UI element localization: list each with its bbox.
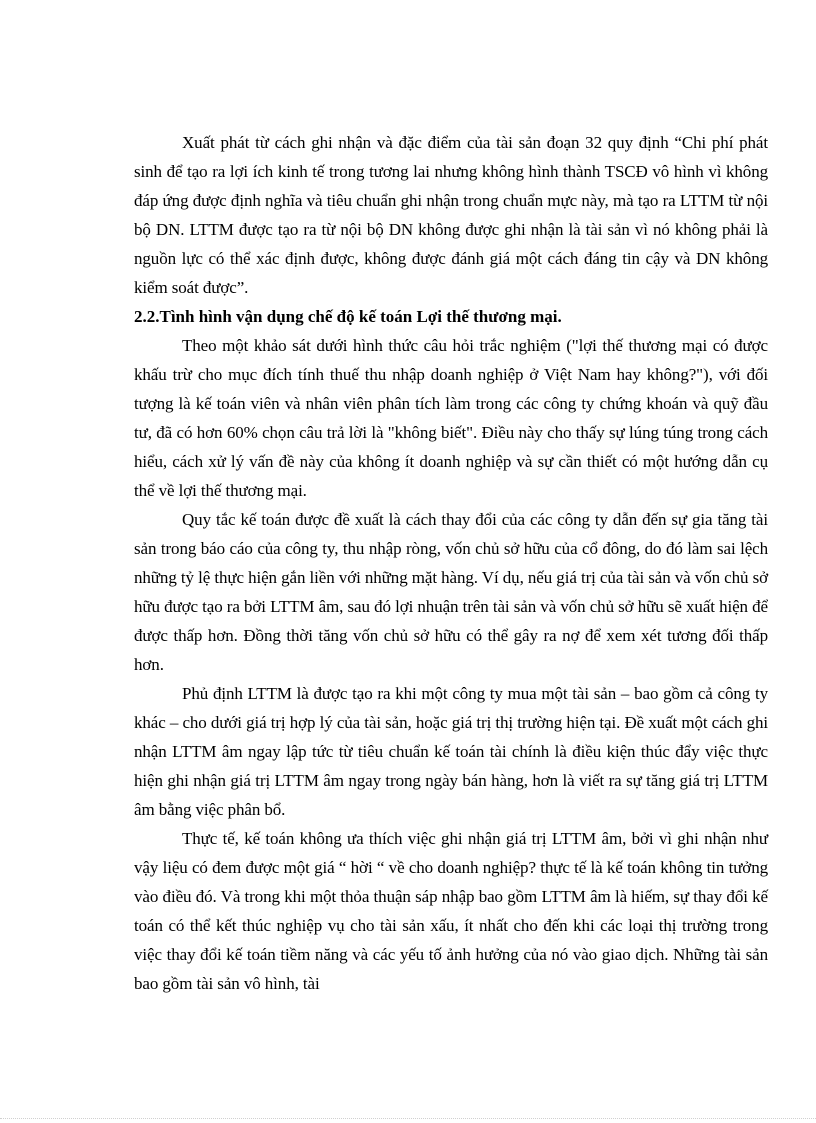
paragraph-practice: Thực tế, kế toán không ưa thích việc ghi nhận giá trị LTTM âm, bởi vì ghi nhận như vậy liệu có đem được một giá “ hời “ về cho doanh nghiệp? thực tế là kế toán không tin tưởng vào điều đó. Và trong khi một thỏa thuận sáp nhập bao gồm LTTM âm là hiếm, sự thay đổi kế toán có thể kết thúc nghiệp vụ cho tài sản xấu, ít nhất cho đến khi các loại thị trường trong việc thay đổi kế toán tiềm năng và các yếu tố ảnh hưởng của nó vào giao dịch. Những tài sản bao gồm tài sản vô hình, tài: [134, 829, 768, 993]
page-bottom-divider: [0, 1118, 816, 1119]
document-body: [134, 128, 768, 998]
paragraph-survey: Theo một khảo sát dưới hình thức câu hỏi trắc nghiệm ("lợi thế thương mại có được khấu trừ cho mục đích tính thuế thu nhập doanh nghiệp ở Việt Nam hay không?"), với đối tượng là kế toán viên và nhân viên phân tích làm trong các công ty chứng khoán và quỹ đầu tư, đã có hơn 60% chọn câu trả lời là "không biết". Điều này cho thấy sự lúng túng trong cách hiểu, cách xử lý vấn đề này của không ít doanh nghiệp và sự cần thiết có một hướng dẫn cụ thể về lợi thế thương mại.: [134, 336, 768, 500]
paragraph-negative-goodwill: Phủ định LTTM là được tạo ra khi một công ty mua một tài sản – bao gồm cả công ty khác – cho dưới giá trị hợp lý của tài sản, hoặc giá trị thị trường hiện tại. Đề xuất một cách ghi nhận LTTM âm ngay lập tức từ tiêu chuẩn kế toán tài chính là điều kiện thúc đẩy việc thực hiện ghi nhận giá trị LTTM âm ngay trong ngày bán hàng, hơn là viết ra sự tăng giá trị LTTM âm bằng việc phân bổ.: [134, 684, 768, 819]
section-heading: 2.2.Tình hình vận dụng chế độ kế toán Lợi thế thương mại.: [134, 307, 562, 326]
paragraph-accounting-rule: Quy tắc kế toán được đề xuất là cách thay đổi của các công ty dẫn đến sự gia tăng tài sản trong báo cáo của công ty, thu nhập ròng, vốn chủ sở hữu của cổ đông, do đó làm sai lệch những tỷ lệ thực hiện gắn liền với những mặt hàng. Ví dụ, nếu giá trị của tài sản và vốn chủ sở hữu được tạo ra bởi LTTM âm, sau đó lợi nhuận trên tài sản và vốn chủ sở hữu sẽ xuất hiện để được thấp hơn. Đồng thời tăng vốn chủ sở hữu có thể gây ra nợ để xem xét tương đối thấp hơn.: [134, 510, 768, 674]
paragraph-intro: Xuất phát từ cách ghi nhận và đặc điểm của tài sản đoạn 32 quy định “Chi phí phát sinh để tạo ra lợi ích kinh tế trong tương lai nhưng không hình thành TSCĐ vô hình vì không đáp ứng được định nghĩa và tiêu chuẩn ghi nhận trong chuẩn mực này, mà tạo ra LTTM từ nội bộ DN. LTTM được tạo ra từ nội bộ DN không được ghi nhận là tài sản vì nó không phải là nguồn lực có thể xác định được, không được đánh giá một cách đáng tin cậy và DN không kiểm soát được”.: [134, 133, 768, 297]
